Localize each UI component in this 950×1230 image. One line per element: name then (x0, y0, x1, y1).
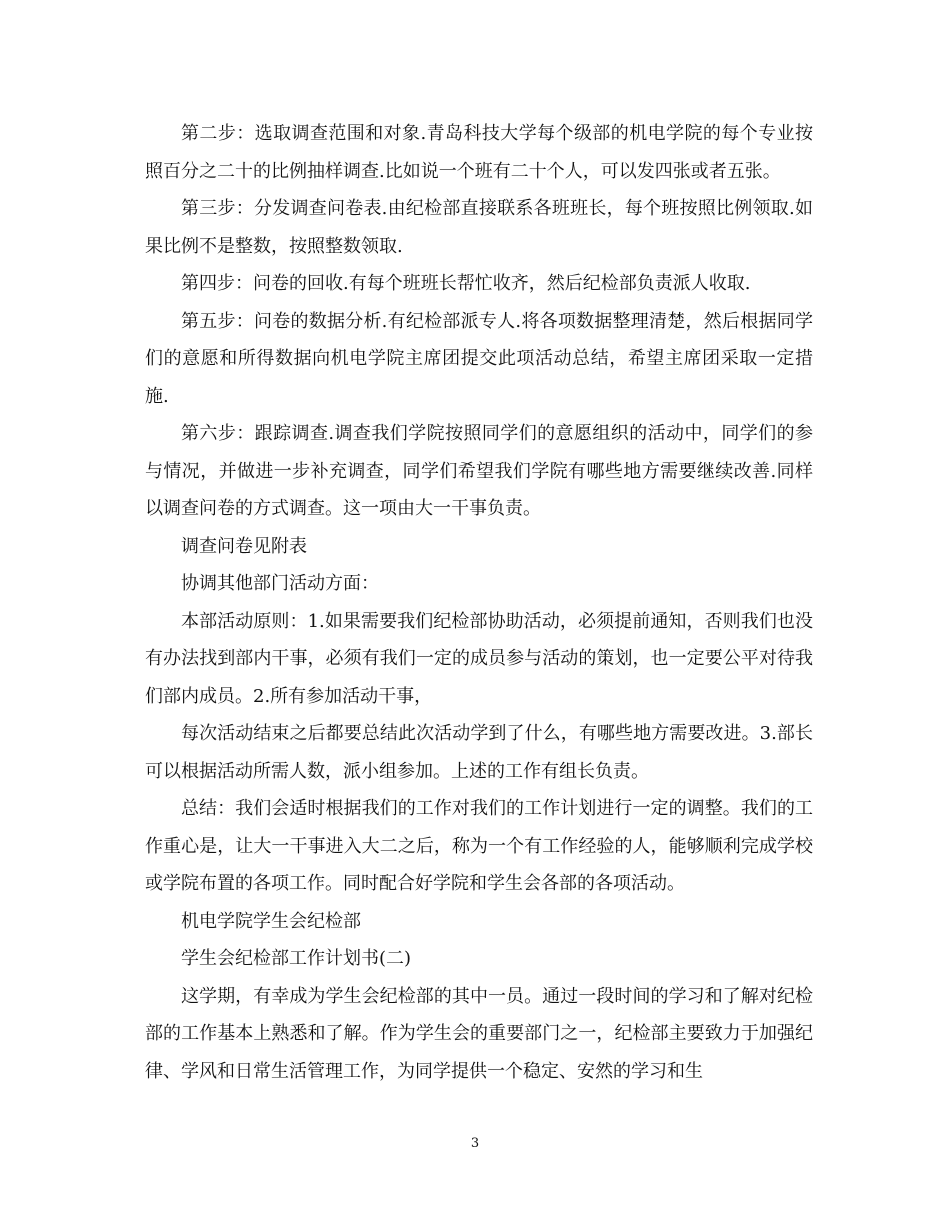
paragraph-step-three: 第三步：分发调查问卷表.由纪检部直接联系各班班长，每个班按照比例领取.如果比例不是整数，按照整数领取. (145, 198, 813, 257)
paragraph-conclusion: 总结：我们会适时根据我们的工作对我们的工作计划进行一定的调整。我们的工作重心是，让大一干事进入大二之后，称为一个有工作经验的人，能够顺利完成学校或学院布置的各项工作。同时配合好学院和学生会各部的各项活动。 (145, 798, 813, 894)
paragraph-principles: 本部活动原则：1.如果需要我们纪检部协助活动，必须提前通知，否则我们也没有办法找到部内干事，必须有我们一定的成员参与活动的策划，也一定要公平对待我们部内成员。2.所有参加活动干事， (145, 610, 813, 707)
paragraph-step-five: 第五步：问卷的数据分析.有纪检部派专人.将各项数据整理清楚，然后根据同学们的意愿和所得数据向机电学院主席团提交此项活动总结，希望主席团采取一定措施. (145, 310, 813, 407)
paragraph-survey-appendix: 调查问卷见附表 (181, 535, 307, 557)
paragraph-activity-summary: 每次活动结束之后都要总结此次活动学到了什么，有哪些地方需要改进。3.部长可以根据活动所需人数，派小组参加。上述的工作有组长负责。 (145, 723, 813, 782)
paragraph-step-six: 第六步：跟踪调查.调查我们学院按照同学们的意愿组织的活动中，同学们的参与情况，并做进一步补充调查，同学们希望我们学院有哪些地方需要继续改善.同样以调查问卷的方式调查。这一项由大一干事负责。 (145, 423, 813, 519)
paragraph-step-two: 第二步：选取调查范围和对象.青岛科技大学每个级部的机电学院的每个专业按照百分之二十的比例抽样调查.比如说一个班有二十个人，可以发四张或者五张。 (145, 123, 813, 182)
page-number: 3 (470, 1136, 480, 1151)
paragraph-plan-two-title: 学生会纪检部工作计划书(二) (181, 948, 412, 969)
paragraph-coordination-heading: 协调其他部门活动方面： (181, 573, 379, 594)
document-body (145, 115, 813, 1090)
paragraph-step-four: 第四步：问卷的回收.有每个班班长帮忙收齐，然后纪检部负责派人收取. (181, 273, 751, 294)
paragraph-signature: 机电学院学生会纪检部 (181, 910, 361, 932)
paragraph-plan-two-intro: 这学期，有幸成为学生会纪检部的其中一员。通过一段时间的学习和了解对纪检部的工作基本上熟悉和了解。作为学生会的重要部门之一，纪检部主要致力于加强纪律、学风和日常生活管理工作，为同学提供一个稳定、安然的学习和生 (145, 985, 813, 1082)
